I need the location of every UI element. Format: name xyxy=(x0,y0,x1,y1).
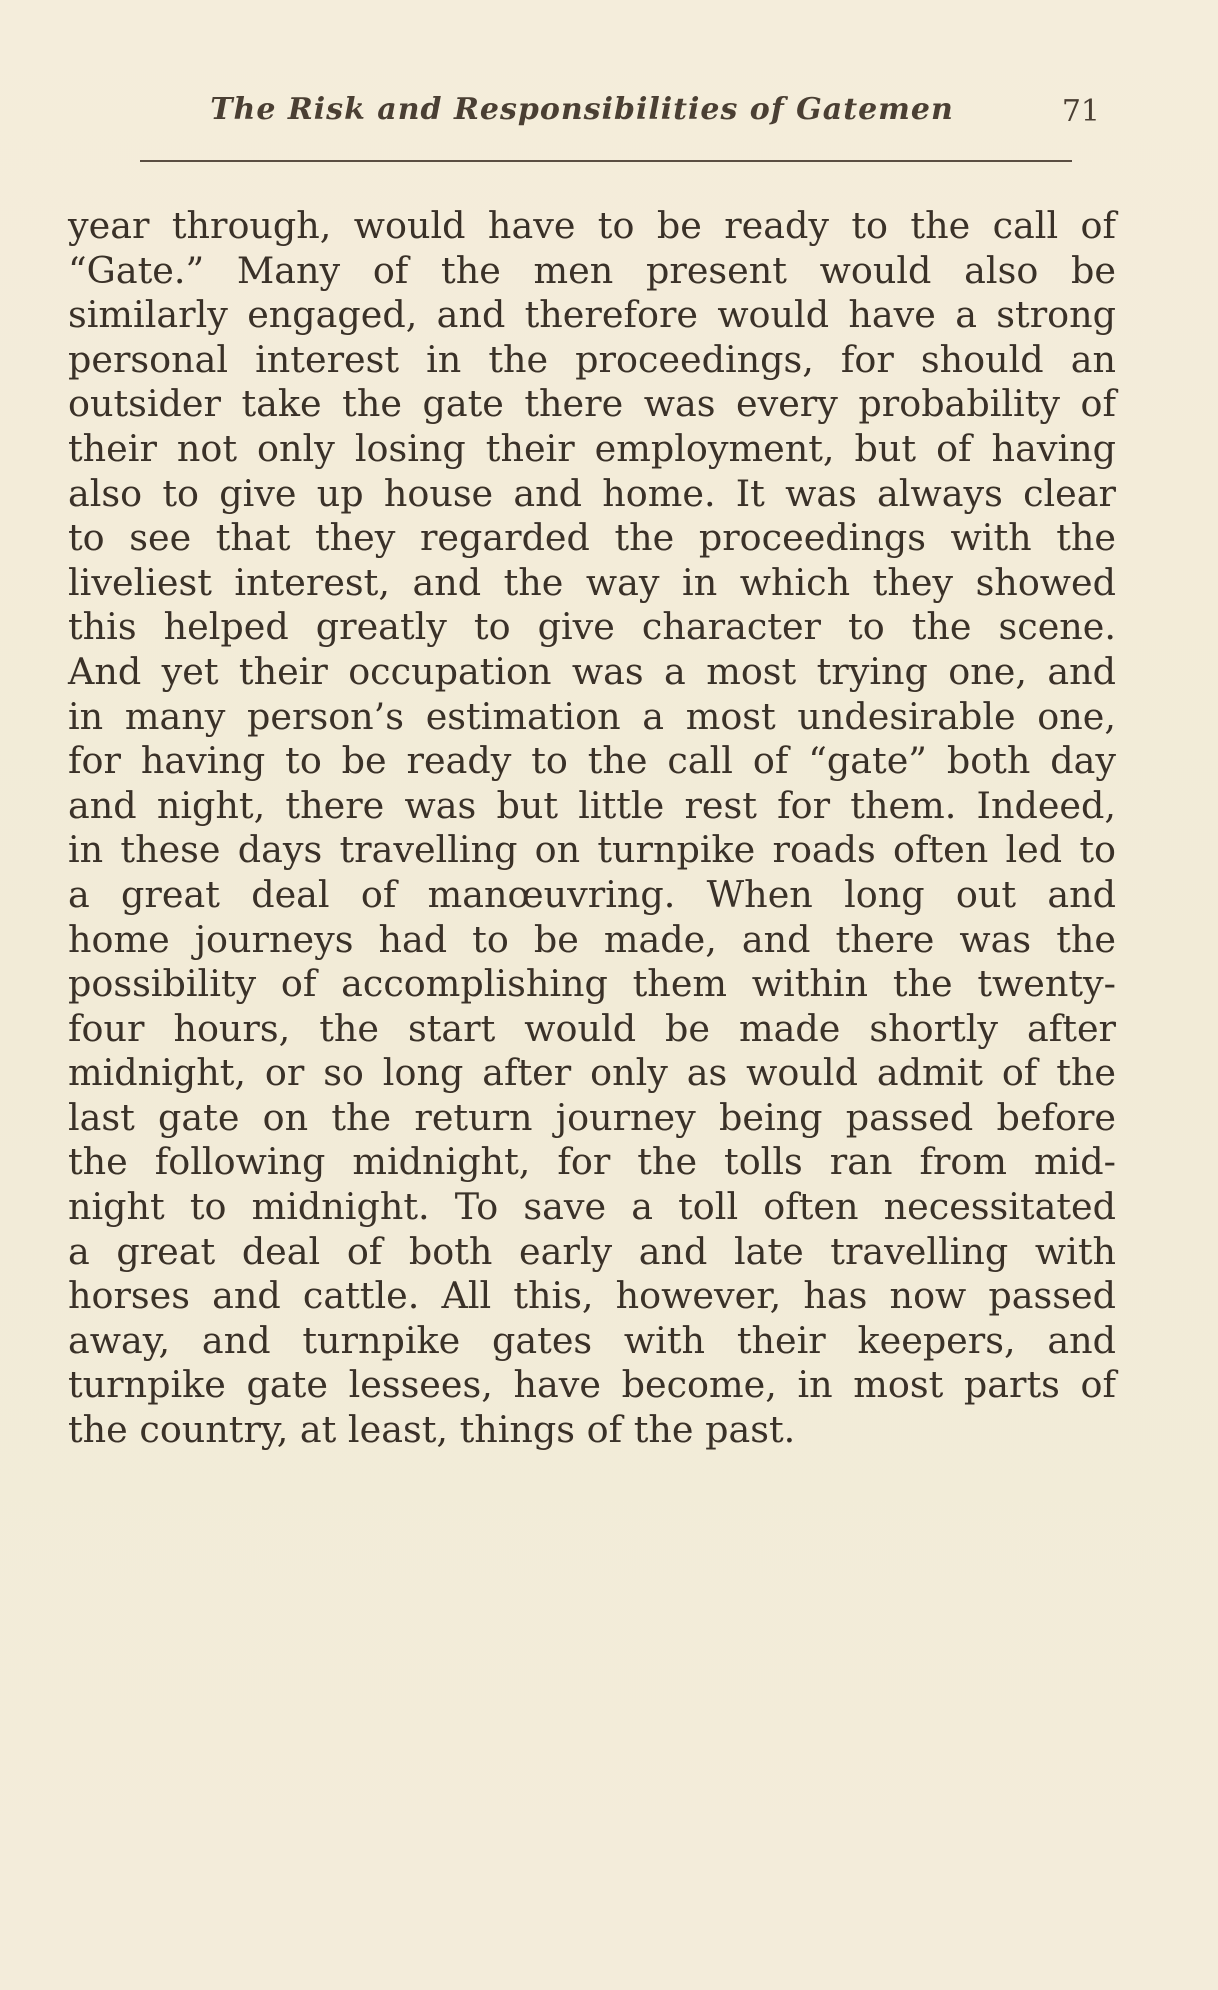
text-line: outsider take the gate there was every probability of xyxy=(68,382,1116,426)
body-text xyxy=(68,204,1116,1453)
text-line: home journeys had to be made, and there was the xyxy=(68,917,1116,961)
text-line: a great deal of manœuvring. When long out and xyxy=(68,872,1116,916)
text-line: year through, would have to be ready to the call of xyxy=(68,204,1116,247)
running-title: The Risk and Responsibilities of Gatemen xyxy=(210,92,954,127)
text-line: their not only losing their employment, but of having xyxy=(68,426,1116,470)
text-line: away, and turnpike gates with their keepers, and xyxy=(68,1318,1116,1362)
text-line: last gate on the return journey being passed before xyxy=(68,1095,1116,1139)
header-rule xyxy=(140,160,1072,162)
text-line: for having to be ready to the call of “gate” both day xyxy=(68,739,1116,783)
text-line: the country, at least, things of the past. xyxy=(68,1408,796,1452)
text-line: midnight, or so long after only as would admit of the xyxy=(68,1051,1116,1095)
text-line: in many person’s estimation a most undesirable one, xyxy=(68,694,1116,738)
text-line: four hours, the start would be made shortly after xyxy=(68,1006,1116,1050)
running-head xyxy=(72,92,1112,142)
text-line: turnpike gate lessees, have become, in most parts of xyxy=(68,1363,1116,1407)
text-line: to see that they regarded the proceedings with the xyxy=(68,516,1116,560)
text-line: night to midnight. To save a toll often necessitated xyxy=(68,1185,1116,1229)
text-line: possibility of accomplishing them within the twenty- xyxy=(68,962,1116,1006)
text-line: also to give up house and home. It was always clear xyxy=(68,471,1116,515)
text-line: the following midnight, for the tolls ran from mid- xyxy=(68,1140,1116,1184)
text-line: And yet their occupation was a most trying one, and xyxy=(68,649,1116,693)
text-line: and night, there was but little rest for them. Indeed, xyxy=(68,783,1116,827)
text-line: personal interest in the proceedings, for should an xyxy=(68,337,1116,381)
text-line: horses and cattle. All this, however, has now passed xyxy=(68,1274,1116,1318)
text-line: liveliest interest, and the way in which they showed xyxy=(68,560,1116,604)
page-number: 71 xyxy=(1061,94,1100,129)
text-line: similarly engaged, and therefore would have a strong xyxy=(68,293,1116,337)
text-line: “Gate.” Many of the men present would also be xyxy=(68,248,1116,292)
text-line: in these days travelling on turnpike roads often led to xyxy=(68,828,1116,872)
text-line: a great deal of both early and late travelling with xyxy=(68,1229,1116,1273)
text-line: this helped greatly to give character to the scene. xyxy=(68,605,1116,649)
